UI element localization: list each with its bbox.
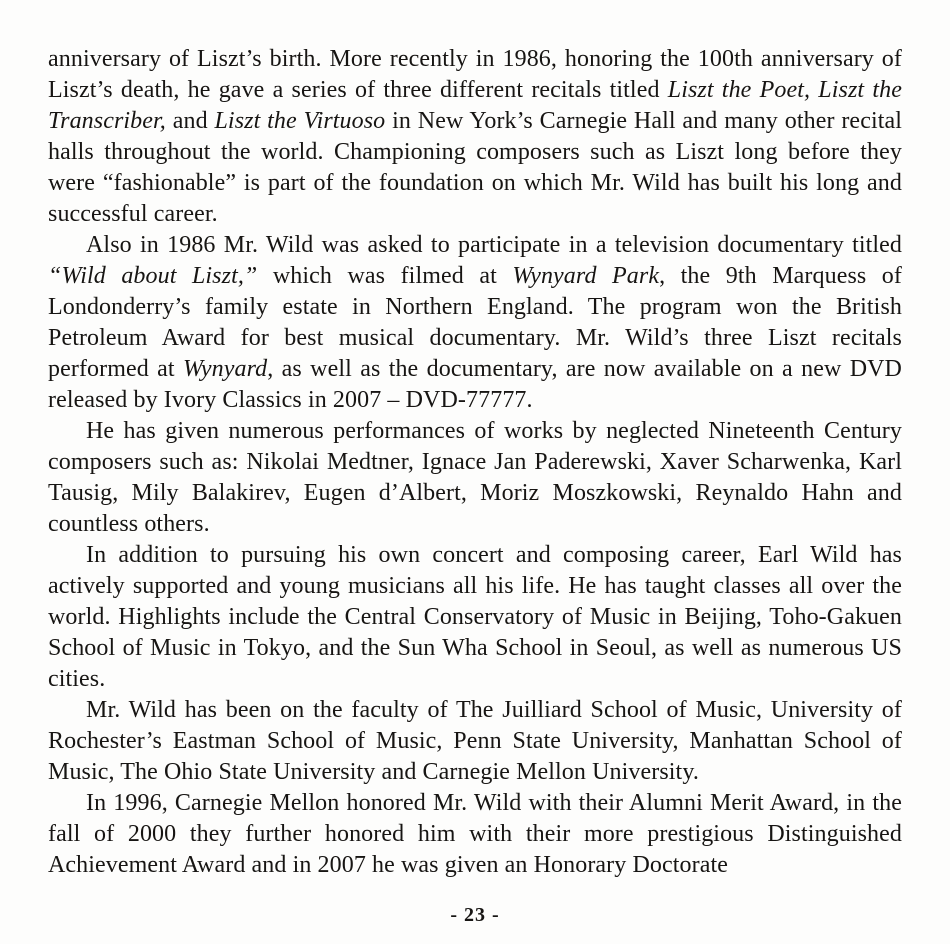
italic-text-run: Liszt the Virtuoso xyxy=(214,108,386,134)
paragraph xyxy=(48,44,902,230)
italic-text-run: “Wild about Liszt,” xyxy=(48,263,258,289)
paragraph xyxy=(48,695,902,788)
text-run: , as well as the documentary, are now available on a new DVD released by Ivory Classics in 2007 – DVD-77777. xyxy=(48,356,902,413)
paragraph xyxy=(48,788,902,881)
text-run: anniversary of Liszt’s birth. More recently in 1986, honoring the 100th anniversary of Liszt’s death, he gave a series of three different recitals titled xyxy=(48,46,902,103)
text-run: In addition to pursuing his own concert and composing career, Earl Wild has actively supported and young musicians all his life. He has taught classes all over the world. Highlights include the Central Conservatory of Music in Beijing, Toho-Gakuen School of Music in Tokyo, and the Sun Wha School in Seoul, as well as numerous US cities. xyxy=(48,542,902,692)
paragraph xyxy=(48,230,902,416)
text-run: In 1996, Carnegie Mellon honored Mr. Wild with their Alumni Merit Award, in the fall of 2000 they further honored him with their more prestigious Distinguished Achievement Award and in 2007 he was given an Honorary Doctorate xyxy=(48,790,902,878)
text-run: , the 9th Marquess of Londonderry’s family estate in Northern England. The program won the British Petroleum Award for best musical documentary. Mr. Wild’s three Liszt recitals performed at xyxy=(48,263,902,382)
paragraph xyxy=(48,540,902,695)
italic-text-run: Liszt the Poet, Liszt the Transcriber, xyxy=(48,77,902,134)
italic-text-run: Wynyard xyxy=(183,356,268,382)
text-run: He has given numerous performances of works by neglected Nineteenth Century composers such as: Nikolai Medtner, Ignace Jan Paderewski, Xaver Scharwenka, Karl Tausig, Mily Balakirev, Eugen d’Albert, Moriz Moszkowski, Reynaldo Hahn and countless others. xyxy=(48,418,902,537)
italic-text-run: Wynyard Park xyxy=(512,263,660,289)
text-run: and xyxy=(165,108,215,134)
text-run: Also in 1986 Mr. Wild was asked to participate in a television documentary titled xyxy=(86,232,902,258)
paragraph xyxy=(48,416,902,540)
page-number: - 23 - xyxy=(450,904,500,926)
text-run: which was filmed at xyxy=(257,263,513,289)
text-run: Mr. Wild has been on the faculty of The Juilliard School of Music, University of Rochester’s Eastman School of Music, Penn State University, Manhattan School of Music, The Ohio State University and Carnegie Mellon University. xyxy=(48,697,902,785)
page-body xyxy=(48,44,902,902)
text-run: in New York’s Carnegie Hall and many other recital halls throughout the world. Championing composers such as Liszt long before they were “fashionable” is part of the foundation on which Mr. Wild has built his long and successful career. xyxy=(48,108,902,227)
